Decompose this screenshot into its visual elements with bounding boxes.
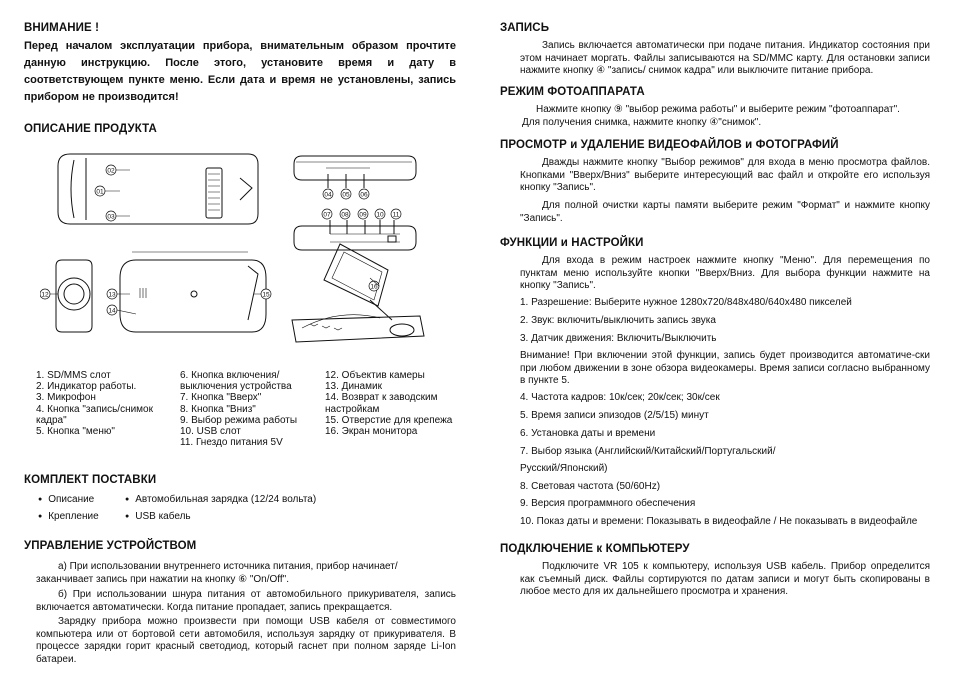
settings-item-7b: Русский/Японский) xyxy=(520,463,608,474)
legend-item: 1. SD/MMS слот xyxy=(36,370,111,381)
control-paragraph-2: б) При использовании шнура питания от автомобильного прикуривателя, запись включается автоматически. Когда питание пропадает, запись прекращается. xyxy=(36,589,456,613)
legend-item: 2. Индикатор работы. xyxy=(36,381,137,393)
legend-item: 7. Кнопка "Вверх" xyxy=(180,392,262,404)
device-side-view xyxy=(58,154,258,224)
settings-intro: Для входа в режим настроек нажмите кнопку "Меню". Для перемещения по пунктам меню используйте кнопки "Вверх/Вниз. Для выбора функции нажмите на кнопку "Запись". xyxy=(520,255,930,291)
photo-line-1: Нажмите кнопку ⑨ "выбор режима работы" и выберите режим "фотоаппарат". xyxy=(536,104,900,115)
legend-item: 13. Динамик xyxy=(325,381,382,393)
photo-line-2: Для получения снимка, нажмите кнопку ④"снимок". xyxy=(522,116,762,128)
warning-text: Перед началом эксплуатации прибора, внимательным образом прочтите данную инструкцию. После этого, установите время и дату в соответствующем пункте меню. Если дата и время не установлены, запись прибором не производится! xyxy=(24,40,456,103)
callout-12: 12 xyxy=(41,291,49,299)
callout-03: 03 xyxy=(107,213,115,221)
control-title: УПРАВЛЕНИЕ УСТРОЙСТВОМ xyxy=(24,540,197,552)
callout-04: 04 xyxy=(324,191,332,199)
record-title: ЗАПИСЬ xyxy=(500,22,550,34)
settings-item-1: 1. Разрешение: Выберите нужное 1280x720/848x480/640x480 пикселей xyxy=(520,297,852,308)
legend-item: 8. Кнопка "Вниз" xyxy=(180,403,256,415)
kit-item: ● Автомобильная зарядка (12/24 вольта) xyxy=(125,494,316,505)
device-open-body xyxy=(292,316,424,342)
photo-title: РЕЖИМ ФОТОАППАРАТА xyxy=(500,86,645,98)
kit-item: ● Крепление xyxy=(38,511,99,522)
control-p1-line1: а) При использовании внутреннего источника питания, прибор начинает/ xyxy=(58,561,398,572)
settings-item-8: 8. Световая частота (50/60Hz) xyxy=(520,481,661,492)
legend-item: 6. Кнопка включения/ выключения устройства xyxy=(180,370,292,393)
device-slot xyxy=(206,168,222,218)
legend-item: 15. Отверстие для крепежа xyxy=(325,414,453,426)
settings-item-6: 6. Установка даты и времени xyxy=(520,428,656,439)
pc-title: ПОДКЛЮЧЕНИЕ к КОМПЬЮТЕРУ xyxy=(500,543,690,555)
kit-item: ● Описание xyxy=(38,494,94,505)
kit-title: КОМПЛЕКТ ПОСТАВКИ xyxy=(24,474,157,486)
device-diagram xyxy=(40,148,460,360)
warning-title: ВНИМАНИЕ ! xyxy=(24,22,100,34)
callout-06: 06 xyxy=(360,191,368,199)
legend-item: 3. Микрофон xyxy=(36,392,96,404)
view-paragraph-2: Для полной очистки карты памяти выберите режим "Формат" и нажмите кнопку "Запись". xyxy=(520,200,930,224)
settings-item-10: 10. Показ даты и времени: Показывать в видеофайле / Не показывать в видеофайле xyxy=(520,516,918,527)
callout-05: 05 xyxy=(342,191,350,199)
callout-16: 16 xyxy=(370,283,378,291)
view-paragraph-1: Дважды нажмите кнопку "Выбор режимов" для входа в меню просмотра файлов. Кнопками "Вверх/Вниз" выберите интересующий вас файл и откройте его используя кнопку "Запись". xyxy=(520,157,930,193)
device-bottom-view xyxy=(294,226,416,250)
settings-item-5: 5. Время записи эпизодов (2/5/15) минут xyxy=(520,410,709,421)
control-p1-line2: заканчивает запись при нажатии на кнопку ⑥ "On/Off". xyxy=(36,573,289,585)
legend-item: 4. Кнопка "запись/снимок кадра" xyxy=(36,403,153,426)
callout-11: 11 xyxy=(392,211,400,219)
settings-item-2: 2. Звук: включить/выключить запись звука xyxy=(520,315,716,326)
legend-item: 10. USB слот xyxy=(180,426,241,438)
callout-09: 09 xyxy=(359,211,367,219)
lens-outer-ring xyxy=(58,278,90,310)
settings-item-3: 3. Датчик движения: Включить/Выключить xyxy=(520,333,717,344)
settings-item-9: 9. Версия программного обеспечения xyxy=(520,498,696,509)
legend-item: 16. Экран монитора xyxy=(325,426,418,438)
callout-10: 10 xyxy=(376,211,384,219)
control-paragraph-3: Зарядку прибора можно произвести при помощи USB кабеля от совместимого компьютера или от бортовой сети автомобиля, используя зарядку от прикуривателя. В процессе зарядки горит красный светодиод, который гаснет при полном заряде Li-Ion батареи. xyxy=(36,616,456,665)
legend-item: 9. Выбор режима работы xyxy=(180,414,298,426)
legend-item: 11. Гнездо питания 5V xyxy=(180,437,283,449)
device-back-view xyxy=(120,260,266,332)
legend-column-3 xyxy=(325,370,455,437)
product-title: ОПИСАНИЕ ПРОДУКТА xyxy=(24,123,157,135)
callout-07: 07 xyxy=(323,211,331,219)
legend-item: 5. Кнопка "меню" xyxy=(36,426,115,438)
callout-14: 14 xyxy=(108,307,116,315)
photo-text xyxy=(522,104,932,129)
callout-08: 08 xyxy=(341,211,349,219)
callout-02: 02 xyxy=(107,167,115,175)
kit-item: ● USB кабель xyxy=(125,511,191,522)
settings-item-7a: 7. Выбор языка (Английский/Китайский/Португальский/ xyxy=(520,446,776,457)
legend-column-1 xyxy=(36,370,176,437)
legend-item: 12. Объектив камеры xyxy=(325,370,425,381)
callout-13: 13 xyxy=(108,291,116,299)
settings-item-4: 4. Частота кадров: 10к/сек; 20к/сек; 30к/сек xyxy=(520,392,720,403)
legend-column-2 xyxy=(180,370,308,448)
view-title: ПРОСМОТР и УДАЛЕНИЕ ВИДЕОФАЙЛОВ и ФОТОГРАФИЙ xyxy=(500,139,839,151)
settings-title: ФУНКЦИИ и НАСТРОЙКИ xyxy=(500,237,644,249)
callout-01: 01 xyxy=(96,188,104,196)
device-front-view xyxy=(56,260,92,332)
record-text: Запись включается автоматически при подаче питания. Индикатор состояния при этом начинает моргать. Файлы записываются на SD/MMC карту. Для остановки записи нажмите кнопку ④ "запись/ снимок кадра" или выключите питание прибора. xyxy=(520,40,930,76)
callout-15: 15 xyxy=(262,291,270,299)
legend-item: 14. Возврат к заводским настройкам xyxy=(325,392,438,415)
control-paragraph-1 xyxy=(36,561,456,586)
pc-text: Подключите VR 105 к компьютеру, используя USB кабель. Прибор определится как съемный диск. Файлы сортируются по датам записи и могут быть скопированы в любое место для их дальнейшего просмотра и хранения. xyxy=(520,561,930,597)
settings-note: Внимание! При включении этой функции, запись будет производится автоматиче-ски при любом движении в зоне обзора видеокамеры. Время записи согласно выбранному в пункте 5. xyxy=(520,350,930,386)
